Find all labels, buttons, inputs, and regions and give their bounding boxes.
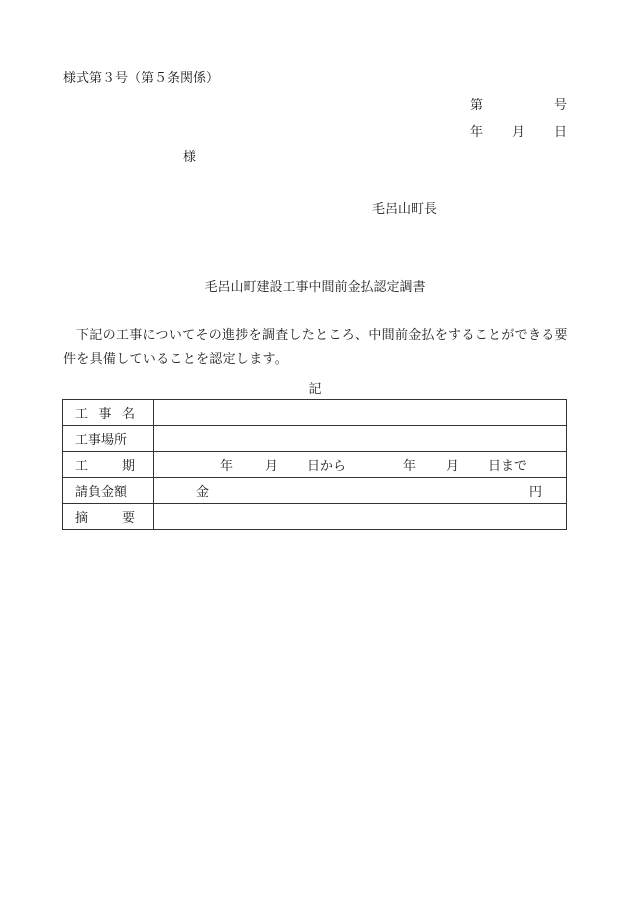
construction-site-field[interactable] <box>154 426 567 452</box>
label-char: 事 <box>98 407 112 422</box>
date-year: 年 <box>470 125 484 140</box>
addressee-suffix: 様 <box>183 150 197 165</box>
number-suffix: 号 <box>553 98 567 113</box>
table-row <box>63 504 567 530</box>
form-number-label: 様式第３号（第５条関係） <box>63 71 220 86</box>
sender-name: 毛呂山町長 <box>372 202 438 217</box>
amount-suffix: 円 <box>528 485 542 500</box>
document-number <box>470 94 567 113</box>
period-end-month: 月 <box>446 459 460 474</box>
label-contract-amount: 請負金額 <box>63 478 154 504</box>
amount-prefix: 金 <box>196 485 210 500</box>
table-row <box>63 452 567 478</box>
ki-marker: 記 <box>308 382 322 397</box>
table-row <box>63 400 567 426</box>
construction-period-field[interactable] <box>154 452 567 478</box>
label-char: 名 <box>121 407 135 422</box>
number-prefix: 第 <box>470 98 484 113</box>
details-table <box>62 399 567 530</box>
label-construction-period <box>63 452 154 478</box>
remarks-field[interactable] <box>154 504 567 530</box>
construction-name-field[interactable] <box>154 400 567 426</box>
label-char: 工 <box>75 407 89 422</box>
label-construction-name <box>63 400 154 426</box>
label-char: 要 <box>121 511 135 526</box>
label-char: 期 <box>121 459 135 474</box>
period-start-month: 月 <box>265 459 279 474</box>
contract-amount-field[interactable] <box>154 478 567 504</box>
table-row <box>63 426 567 452</box>
label-construction-site: 工事場所 <box>63 426 154 452</box>
label-char: 摘 <box>75 511 89 526</box>
table-row <box>63 478 567 504</box>
date-month: 月 <box>511 125 525 140</box>
body-paragraph: 下記の工事についてその進捗を調査したところ、中間前金払をすることができる要件を具備していることを認定します。 <box>63 328 568 367</box>
date-day: 日 <box>553 125 567 140</box>
label-char: 工 <box>75 459 89 474</box>
period-end-day: 日まで <box>488 459 528 474</box>
period-start-day: 日から <box>307 459 347 474</box>
label-remarks <box>63 504 154 530</box>
period-start-year: 年 <box>220 459 234 474</box>
document-title: 毛呂山町建設工事中間前金払認定調書 <box>204 280 426 295</box>
document-date <box>470 121 567 140</box>
period-end-year: 年 <box>403 459 417 474</box>
